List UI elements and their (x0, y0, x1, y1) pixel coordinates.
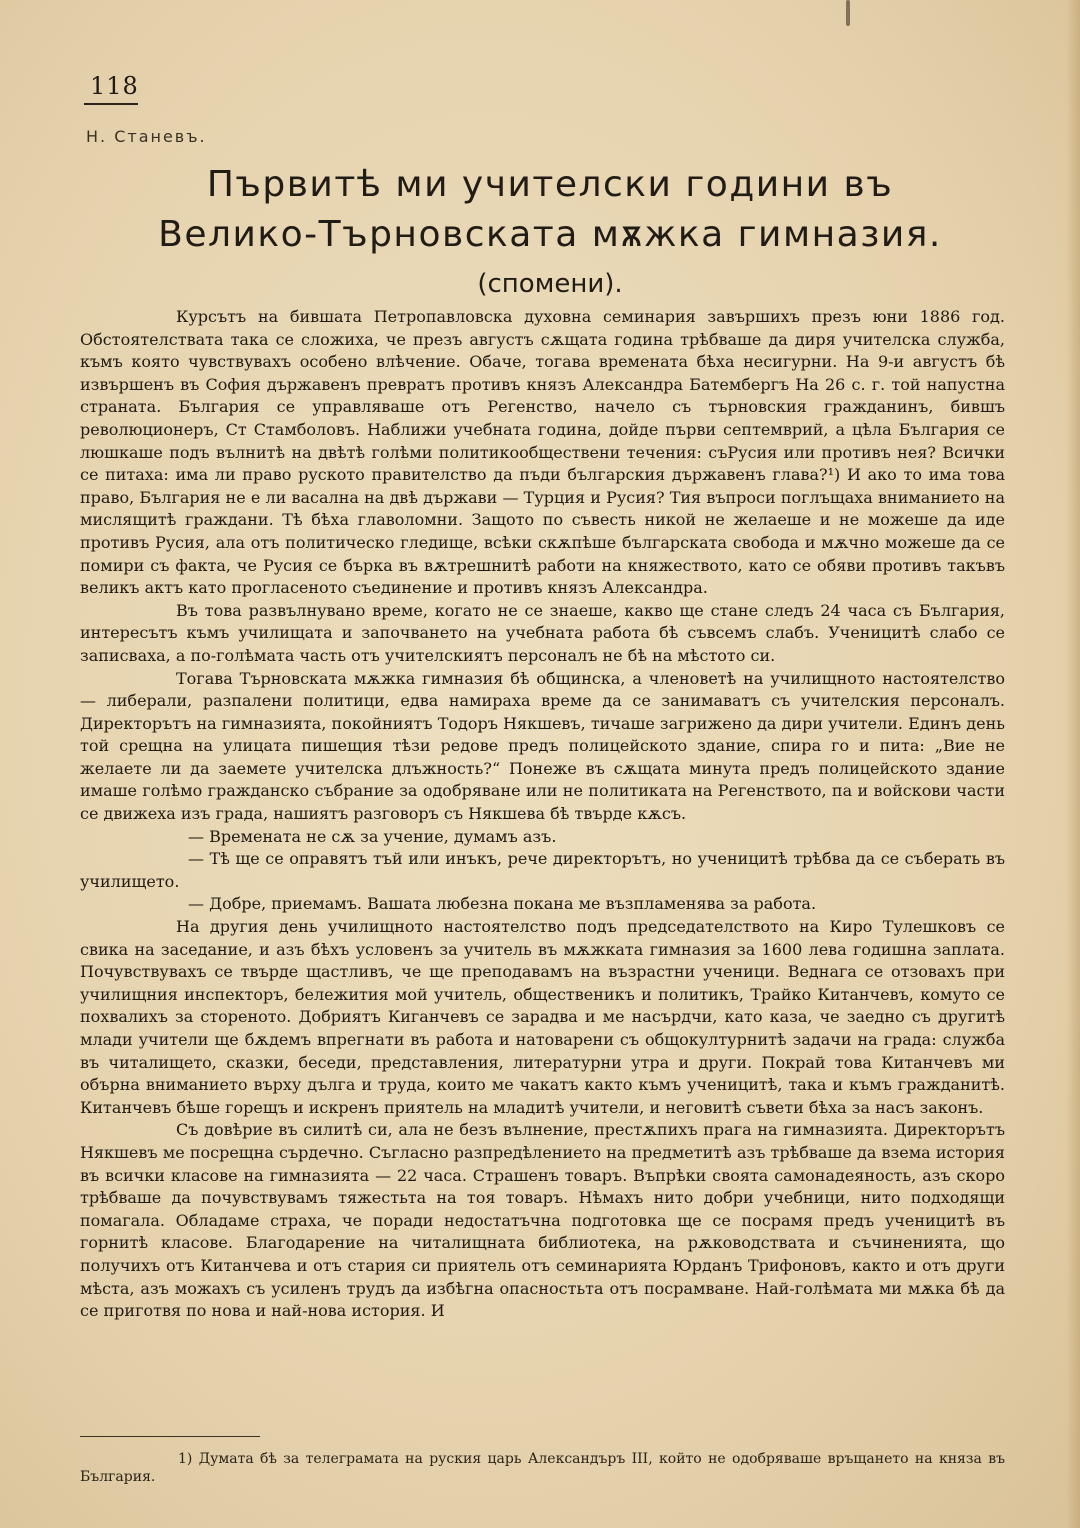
paragraph: Съ довѣрие въ силитѣ си, ала не безъ вълнение, престѫпихъ прага на гимназията. Директорътъ Някшевъ ме посрещна сърдечно. Съгласно разпредѣлението на предметитѣ азъ трѣбваше да взема история въ всички класове на гимназията — 22 часа. Страшенъ товаръ. Въпрѣки своята самонадеяность, азъ скоро трѣбваше да почувствувамъ тяжестьта на тоя товаръ. Нѣмахъ нито добри учебници, нито подходящи помагала. Обладаме страха, че поради недостатъчна подготовка ще се посрамя предъ ученицитѣ въ горнитѣ класове. Благодарение на читалищната библиотека, на рѫководствата и съчиненията, що получихъ отъ Китанчева и отъ стария си приятель отъ семинарията Юрданъ Трифоновъ, както и отъ други мѣста, азъ можахъ съ усиленъ трудъ да избѣгна опасностьта отъ посрамване. Най-голѣмата ми мѫка бѣ да се приготвя по нова и най-нова история. И (80, 1120, 1005, 1321)
page-number-underline (84, 103, 138, 105)
paragraph: Въ това развълнувано време, когато не се знаеше, какво ще стане следъ 24 часа съ България, интересътъ къмъ училищата и започването на учебната работа бѣ съвсемъ слабъ. Ученицитѣ слабо се записваха, а по-голѣмата часть отъ учителскиятъ персоналъ не бѣ на мѣстото си. (80, 600, 1005, 665)
paper-edge-stain (1066, 0, 1080, 1528)
dialog-line: — Добре, приемамъ. Вашата любезна покана ме възпламенява за работа. (188, 894, 817, 914)
article-body (80, 306, 1005, 1323)
footnote-divider (80, 1436, 260, 1437)
title-line-1: Първитѣ ми учителски години въ (206, 164, 894, 205)
dialog-line: — Времената не сѫ за учение, думамъ азъ. (188, 826, 557, 846)
paragraph: На другия день училищното настоятелство подъ председателството на Киро Тулешковъ се свика на заседание, и азъ бѣхъ условенъ за учитель въ мѫжката гимназия за 1600 лева годишна заплата. Почувствувахъ се твърде щастливъ, че ще преподавамъ на възрастни ученици. Веднага се отзовахъ при училищния инспекторъ, бележития мой учитель, общественикъ и политикъ, Трайко Китанчевъ, комуто се похвалихъ за стореното. Добриятъ Киганчевъ се зарадва и ме насърдчи, като каза, че заедно съ другитѣ млади учители ще бѫдемъ впрегнати въ работа и натоварени съ общокултурнитѣ задачи на града: служба въ читалището, сказки, беседи, представления, литературни утра и други. Покрай това Китанчевъ ми обърна вниманието върху дълга и труда, които ме чакатъ както къмъ ученицитѣ, така и къмъ гражданитѣ. Китанчевъ бѣше горещъ и искренъ приятель на младитѣ учители, и неговитѣ съвети бѣха за насъ законъ. (80, 917, 1005, 1117)
author-name: Н. Станевъ. (86, 127, 207, 146)
paper-mark (846, 0, 850, 26)
article-subtitle: (спомени). (477, 269, 623, 299)
paragraph: Тогава Търновската мѫжка гимназия бѣ общинска, а членоветѣ на училищното настоятелство — либерали, разпалени политици, едва намираха време да се занимаватъ съ учителския персоналъ. Директорътъ на гимназията, покойниятъ Тодоръ Някшевъ, тичаше загрижено да дири учители. Единъ день той срещна на улицата пишещия тѣзи редове предъ полицейското здание, спира го и пита: „Вие не желаете ли да заемете учителска длъжность?“ Понеже въ сѫщата минута предъ полицейското здание имаше голѣмо гражданско събрание за одобряване или не политиката на Регенството, па и войскови части се движеха изъ града, нашиятъ разговоръ съ Някшева бѣ твърде кѫсъ. (80, 668, 1005, 824)
article-title (100, 160, 1000, 306)
footnote: 1) Думата бѣ за телеграмата на руския царь Александъръ III, който не одобряваше връщането на княза въ България. (80, 1451, 1005, 1485)
page-number: 118 (90, 72, 139, 100)
paragraph: Курсътъ на бившата Петропавловска духовна семинария завършихъ презъ юни 1886 год. Обстоятелствата така се сложиха, че презъ августъ сѫщата година трѣбваше да диря учителска служба, къмъ която чувствувахъ особено влѣчение. Обаче, тогава времената бѣха несигурни. На 9-и августъ бѣ извършенъ въ София държавенъ превратъ противъ князъ Александра Батембергъ На 26 с. г. той напустна страната. България се управляваше отъ Регенство, начело съ търновския гражданинъ, бившъ революционеръ, Ст Стамболовъ. Наближи учебната година, дойде първи септемврий, а цѣла България се люшкаше подъ вълнитѣ на двѣтѣ голѣми политикообществени течения: съРусия или противъ нея? Всички се питаха: има ли право руското правителство да пъди българския държавенъ глава?¹) И ако то има това право, България не е ли васална на двѣ държави — Турция и Русия? Тия въпроси поглъщаха вниманието на мислящитѣ граждани. Тѣ бѣха главоломни. Защото по съвесть никой не желаеше и не можеше да иде противъ Русия, ала отъ политическо гледище, всѣки скѫпѣше българската свобода и мѫчно можеше да се помири съ факта, че Русия се бърка въ вѫтрешнитѣ работи на княжеството, като се обяви противъ такъвъ великъ актъ като прогласеното съединение и противъ князъ Александра. (80, 307, 1005, 598)
dialog-line: — Тѣ ще се оправятъ тъй или инъкъ, рече директорътъ, но ученицитѣ трѣбва да се съберать въ училището. (80, 849, 1005, 891)
title-line-2: Велико-Търновската мѫжка гимназия. (158, 214, 942, 255)
